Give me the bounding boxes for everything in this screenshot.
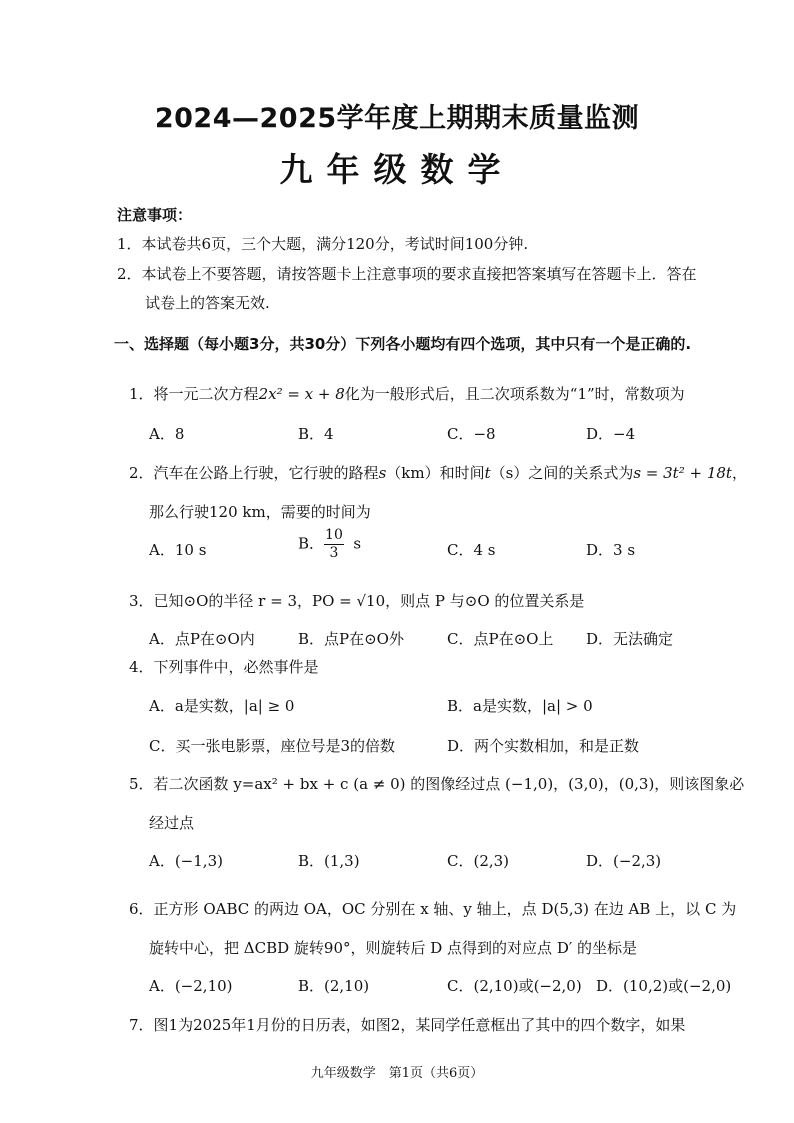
subject-title: 九年级数学 (279, 150, 515, 189)
q1-option-b: B．4 (298, 425, 334, 443)
q2-line2: 那么行驶120 km，需要的时间为 (149, 503, 371, 521)
q2-stem (129, 462, 747, 483)
q2-stem-a: 汽车在公路上行驶，它行驶的路程 (153, 464, 379, 482)
q3-stem-text: 已知⊙O的半径 r = 3，PO = √10，则点 P 与⊙O 的位置关系是 (153, 592, 585, 610)
q4-stem (129, 656, 319, 677)
q4-option-c: C．买一张电影票，座位号是3的倍数 (149, 737, 396, 755)
q1-stem-a: 将一元二次方程 (153, 385, 259, 403)
q2-option-c: C．4 s (447, 541, 496, 559)
q2-var-t: t (484, 464, 491, 482)
q3-option-b: B．点P在⊙O外 (298, 630, 404, 648)
q2-s-unit: （km）和时间 (386, 464, 485, 482)
q2-option-b-fraction (324, 527, 344, 562)
section-heading: 一、选择题（每小题3分，共30分）下列各小题均有四个选项，其中只有一个是正确的. (114, 335, 692, 353)
q5-option-b: B．(1,3) (298, 852, 360, 870)
q4-number: 4． (129, 658, 154, 676)
q5-number: 5． (129, 775, 154, 793)
q3-option-d: D．无法确定 (586, 630, 674, 648)
q1-option-d: D．−4 (586, 425, 636, 443)
q2-t-unit: （s）之间的关系式为 (490, 464, 634, 482)
notice-item-2: 2．本试卷上不要答题，请按答题卡上注意事项的要求直接把答案填写在答题卡上．答在 (117, 265, 697, 283)
notice-item-1: 1．本试卷共6页，三个大题，满分120分，考试时间100分钟. (117, 235, 529, 253)
q2-number: 2． (129, 464, 154, 482)
notice-heading: 注意事项： (117, 206, 193, 224)
exam-title: 2024—2025学年度上期期末质量监测 (154, 103, 640, 134)
q2-var-s: s (378, 464, 387, 482)
q4-option-b: B．a是实数，|a| > 0 (447, 697, 593, 715)
q5-stem (129, 773, 744, 794)
notice-item-2-cont: 试卷上的答案无效. (145, 294, 270, 312)
q3-number: 3． (129, 592, 154, 610)
q6-option-b: B．(2,10) (298, 977, 370, 995)
q1-stem (129, 383, 685, 404)
fraction-denominator: 3 (329, 545, 339, 561)
q1-option-a: A．8 (149, 425, 185, 443)
q5-option-a: A．(−1,3) (149, 852, 223, 870)
q2-option-d: D．3 s (586, 541, 636, 559)
page-footer: 九年级数学 第1页（共6页） (310, 1066, 484, 1081)
q5-line2: 经过点 (149, 814, 195, 832)
q6-stem (129, 898, 736, 919)
q4-stem-text: 下列事件中，必然事件是 (153, 658, 319, 676)
q1-equation: 2x² = x + 8 (258, 385, 345, 403)
q6-option-c: C．(2,10)或(−2,0) (447, 977, 582, 995)
q1-option-c: C．−8 (447, 425, 496, 443)
fraction-numerator: 10 (325, 527, 343, 543)
q2-comma: ， (731, 464, 747, 482)
q4-option-a: A．a是实数，|a| ≥ 0 (149, 697, 295, 715)
q3-option-c: C．点P在⊙O上 (447, 630, 554, 648)
q5-option-d: D．(−2,3) (586, 852, 662, 870)
q2-option-a: A．10 s (149, 541, 207, 559)
q2-option-b (298, 527, 361, 562)
q5-stem-text: 若二次函数 y=ax² + bx + c (a ≠ 0) 的图像经过点 (−1,0)，(3,0)，(0,3)，则该图象必 (153, 775, 745, 793)
q2-option-b-label: B． (298, 534, 325, 553)
q2-option-b-unit: s (353, 534, 362, 553)
q4-option-d: D．两个实数相加，和是正数 (447, 737, 640, 755)
q3-option-a: A．点P在⊙O内 (149, 630, 255, 648)
q7-stem (129, 1014, 685, 1035)
q3-stem (129, 590, 584, 611)
q1-stem-b: 化为一般形式后，且二次项系数为“1”时，常数项为 (344, 385, 685, 403)
q6-option-a: A．(−2,10) (149, 977, 233, 995)
q5-option-c: C．(2,3) (447, 852, 510, 870)
q7-number: 7． (129, 1016, 154, 1034)
q7-stem-text: 图1为2025年1月份的日历表，如图2，某同学任意框出了其中的四个数字，如果 (153, 1016, 686, 1034)
q2-equation: s = 3t² + 18t (633, 464, 732, 482)
q6-line2: 旋转中心，把 ΔCBD 旋转90°，则旋转后 D 点得到的对应点 D′ 的坐标是 (149, 939, 638, 957)
q6-option-d: D．(10,2)或(−2,0) (596, 977, 732, 995)
q6-stem-text: 正方形 OABC 的两边 OA，OC 分别在 x 轴、y 轴上，点 D(5,3) 在边 AB 上，以 C 为 (153, 900, 737, 918)
q6-number: 6． (129, 900, 154, 918)
q1-number: 1． (129, 385, 154, 403)
